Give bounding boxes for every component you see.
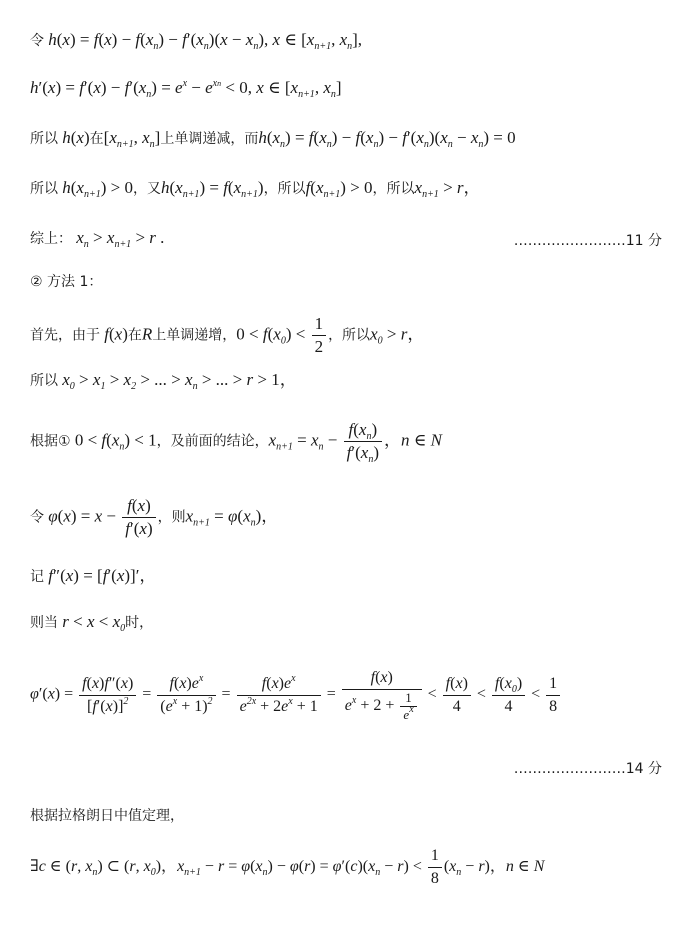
line-5: 综上： $x_n > x_{n+1} > r$ . [30,228,165,250]
line-9: 根据① $0 < f(x_n) < 1$，及前面的结论，$x_{n+1} = x_n$ − $\frac{f(x_n)}{f'(x_n)}$ ，n ∈ N [30,420,442,465]
line-10: 令 φ(x) = x − $\frac{f(x)}{f'(x)}$ ，则$x_{n+1} = \varphi(x_n)$， [30,496,279,538]
line-16: ∃c ∈ (r, $x_n$) ⊂ (r, $x_0$)，$x_{n+1} - r = \varphi(x_n) - \varphi(r) = \varphi'(c)(x_n - r)$ < $\frac{1}{8}$ $(x_n - r)$，n ∈ N [30,847,545,887]
line-3: 所以 h(x)在[$x_{n+1}$, $x_n$]上单调递减，而$h(x_n) = f(x_n) - f(x_n) - f'(x_n)(x_n - x_n) = 0$ [30,128,516,150]
line-13-derivative: φ′(x) = $\frac{f(x)f''(x)}{[f'(x)]^2}$ = $\frac{f(x)e^x}{(e^x + 1)^2}$ = $\frac{f(x)e^x}{e^{2x} + 2e^x + 1}$ = f(x) $e^x + 2$ + $\frac{1}{e^x}$ < $\frac{f(x)}{4}$ < $\frac{f(x_0)}{4}$ < $\frac{1}{8}$ [30,668,562,722]
method-heading: ② 方法 1： [30,274,103,290]
mvt-line: 根据拉格朗日中值定理， [30,808,184,824]
score-14: ……………………14 分 [513,761,662,777]
line-12: 则当 $r < x < x_0$时， [30,612,154,634]
score-11: ……………………11 分 [513,233,662,249]
frac-phi: $\frac{f(x)}{f'(x)}$ [122,496,155,539]
line-11: 记 f″(x) = [f′(x)]′， [30,566,157,585]
line-8: 所以 $x_0 > x_1 > x_2$ > ... > $x_n$ > ... > r > 1， [30,370,297,392]
line-1: 令 $h(x) = f(x) - f(x_n) - f'(x_n)(x - x_n)$, x ∈ [$x_{n+1}$, $x_n$], [30,30,363,52]
line-7: 首先，由于 f(x)在R上单调递增，$0 < f(x_0)$ < $\frac{1}{2}$ ，所以$x_0 > r$， [30,314,425,356]
frac-newton: $\frac{f(x_n)}{f'(x_n)}$ [344,420,382,463]
text-ling: 令 [30,33,44,49]
line-4: 所以 $h(x_{n+1}) > 0$，又$h(x_{n+1}) = f(x_{n+1})$，所以$f(x_{n+1}) > 0$，所以$x_{n+1} > r$， [30,178,481,200]
line-2: $h'(x) = f'(x) - f'(x_n) = e^x - e^{xn} < 0$, x ∈ [$x_{n+1}$, $x_n$] [30,78,342,100]
frac-half: $\frac{1}{2}$ [312,314,327,357]
